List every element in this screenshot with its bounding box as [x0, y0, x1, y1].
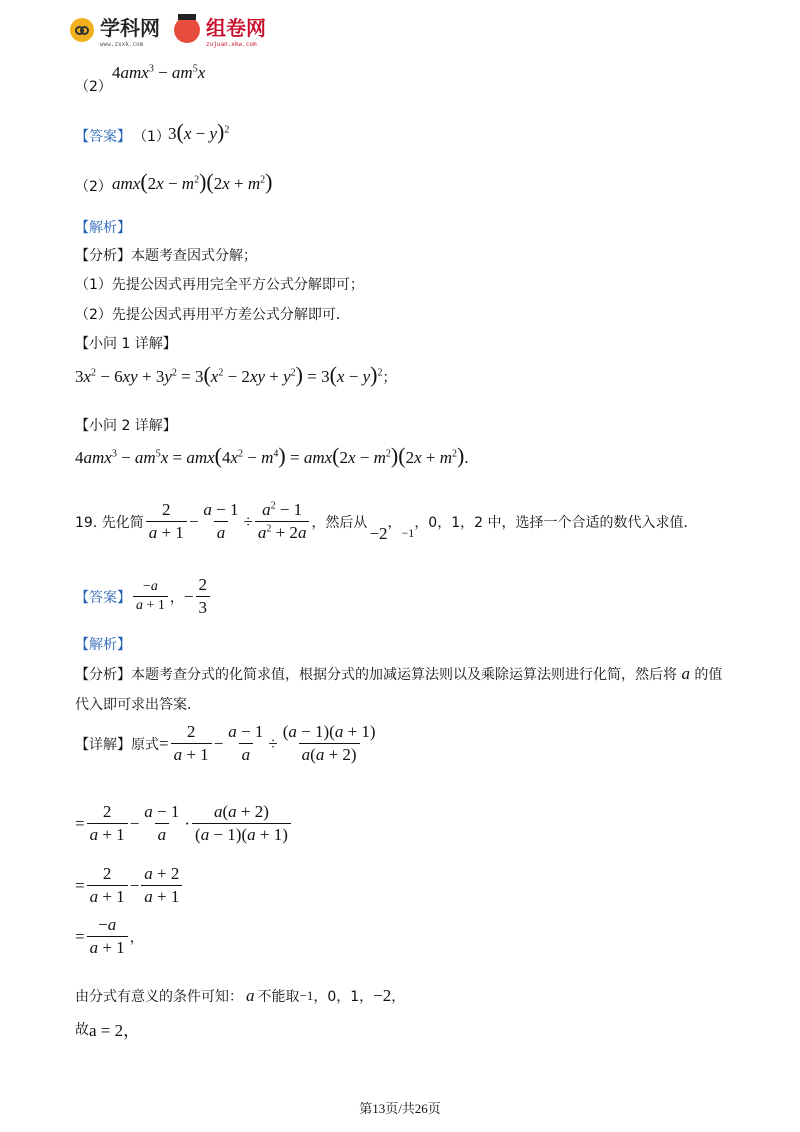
- zxxk-logo-icon: [70, 18, 94, 42]
- q19-therefore: 故 a = 2，: [75, 1021, 141, 1040]
- q19-detail-line2: = $\frac{2}{a + 1}$ − $\frac{a - 1}{a}$ · $\frac{a(a + 2)}{(a - 1)(a + 1)}$: [75, 802, 293, 845]
- zujuan-logo: 组卷网 zujuan.xkw.com: [206, 16, 266, 48]
- q18-answer2-expr: $amx(2x - m^2)(2x + m^2)$: [112, 169, 273, 194]
- q19-fenxi-line1: 【分析】本题考查分式的化简求值，根据分式的加减运算法则以及乘除运算法则进行化简，然后将 a 的值: [75, 664, 723, 683]
- q19-condition: 由分式有意义的条件可知： a 不能取 −1 ，0，1， −2 ，: [75, 986, 406, 1005]
- q19-analysis-tag: 【解析】: [75, 637, 131, 653]
- q19-detail-line4: = $\frac{-a}{a + 1}$ ，: [75, 915, 144, 957]
- q18-analysis-tag: 【解析】: [75, 220, 131, 236]
- q18-fenxi-2: （2）先提公因式再用平方差公式分解即可．: [75, 307, 350, 323]
- q19-answer: 【答案】 $\frac{-a}{a + 1}$ ， − $\frac{2}{3}$: [75, 575, 212, 618]
- zxxk-logo: 学科网 www.zxxk.com: [100, 16, 160, 48]
- q19-detail-line1: 【详解】原式 = $\frac{2}{a + 1}$ − $\frac{a - 1}{a}$ ÷ $\frac{(a - 1)(a + 1)}{a(a + 2)}$: [75, 722, 376, 764]
- q18-sub1-expr: $3x^2 - 6xy + 3y^2 = 3(x^2 - 2xy + y^2) = 3(x - y)^2$；: [75, 362, 397, 387]
- q18-sub2-tag: 【小问 2 详解】: [75, 418, 177, 434]
- zujuan-logo-icon: [174, 17, 200, 43]
- q19-stem: 19. 先化简 $\frac{2}{a + 1}$ − $\frac{a - 1}{a}$ ÷ $\frac{a^2 - 1}{a^2 + 2a}$ ，然后从 −2 ， −1 ，0，1，2 中，选择一个合适的数代入求值．: [75, 500, 698, 543]
- page-number: 第13页/共26页: [359, 1101, 441, 1116]
- q18-answer-part1-label: （1）: [133, 129, 170, 145]
- q18-part2-label: （2）: [75, 79, 112, 95]
- q18-answer-part2-label: （2）: [75, 179, 112, 195]
- q18-answer-tag: 【答案】: [75, 129, 131, 145]
- q18-fenxi-1: （1）先提公因式再用完全平方公式分解即可；: [75, 277, 364, 293]
- q18-part2-expr: $4amx^3 - am^5x$: [112, 63, 206, 82]
- q18-fenxi: 【分析】本题考查因式分解；: [75, 248, 257, 264]
- q18-answer1-expr: $3(x - y)^2$: [168, 119, 230, 144]
- header-logos: [70, 12, 266, 48]
- q19-fenxi-line2: 代入即可求出答案．: [75, 697, 201, 713]
- q18-sub2-expr: $4amx^3 - am^5x = amx(4x^2 - m^4) = amx(2x - m^2)(2x + m^2)$.: [75, 443, 469, 468]
- q19-detail-line3: = $\frac{2}{a + 1}$ − $\frac{a + 2}{a + 1}$: [75, 864, 184, 907]
- q18-sub1-tag: 【小问 1 详解】: [75, 336, 177, 352]
